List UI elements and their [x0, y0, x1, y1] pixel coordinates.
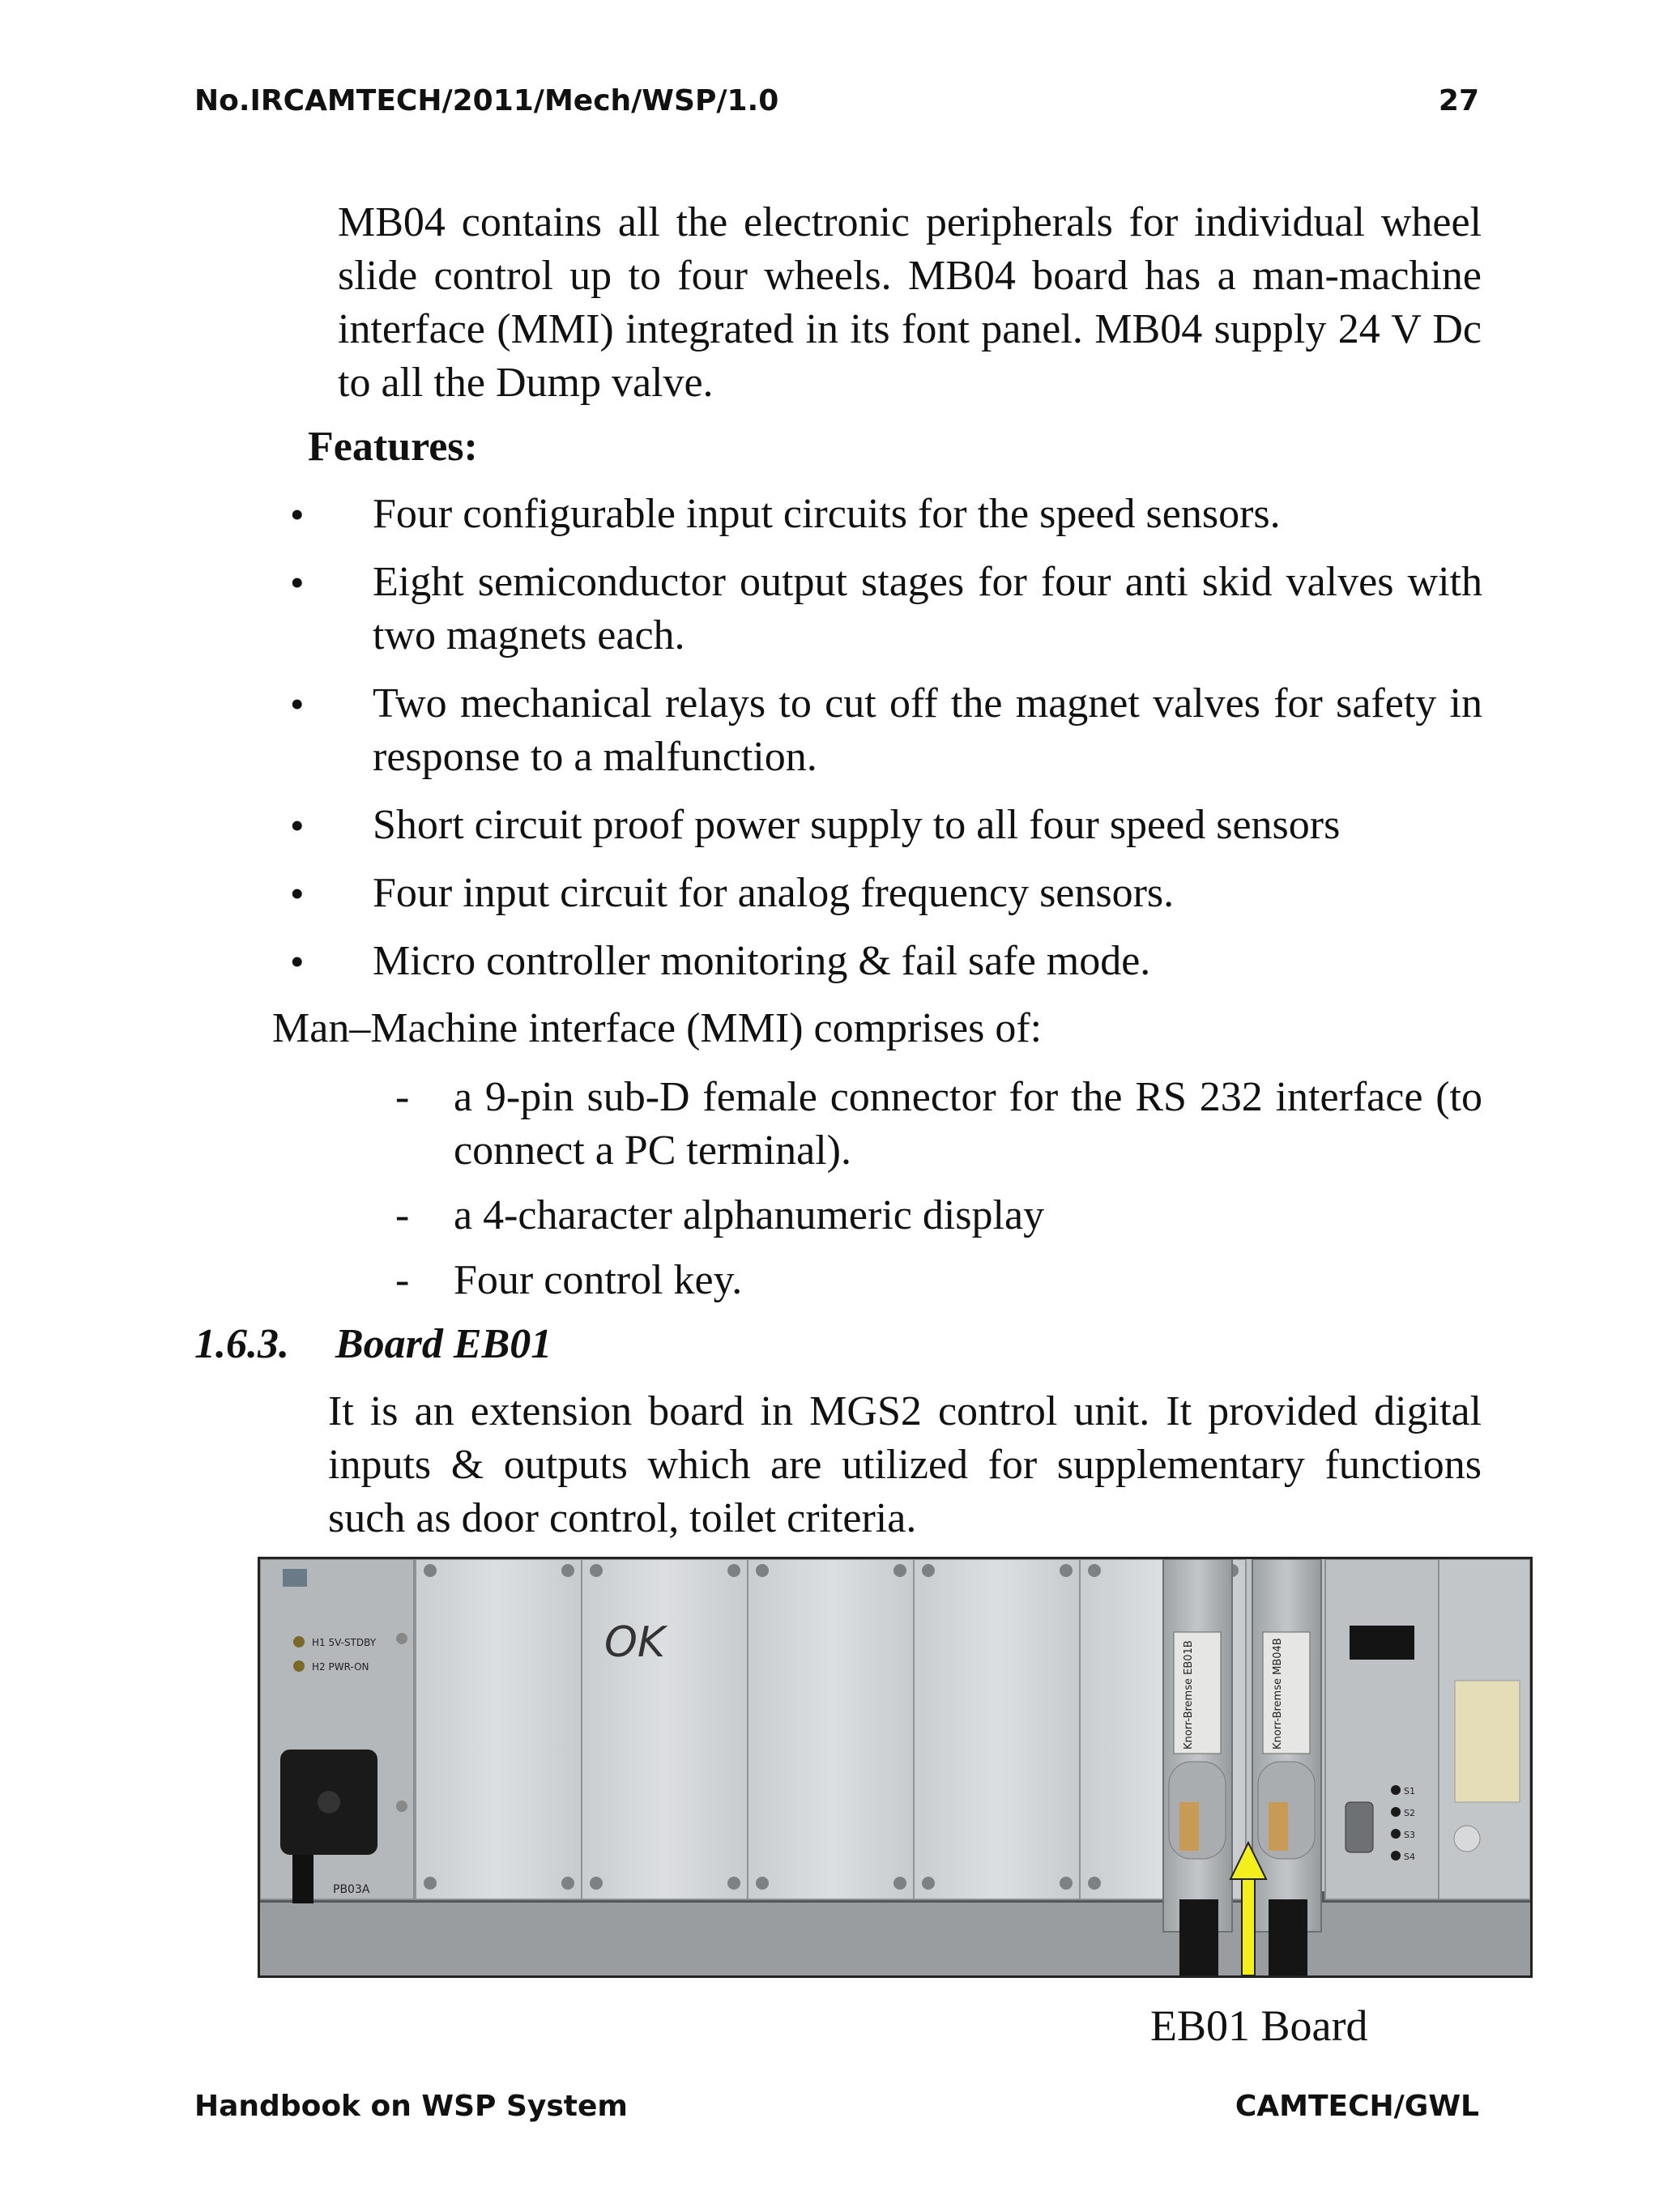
status-label: S1: [1404, 1786, 1415, 1796]
status-label: S2: [1404, 1808, 1415, 1818]
photo-caption: EB01 Board: [1150, 2001, 1368, 2050]
sub-d-connector: [1346, 1802, 1373, 1852]
list-item: - a 4-character alphanumeric display: [389, 1189, 1482, 1242]
list-item: • Two mechanical relays to cut off the magnet valves for safety in response to a malfunction.: [284, 677, 1482, 784]
led-label-h1: H1 5V-STDBY: [312, 1637, 377, 1648]
control-unit-photo: [258, 1557, 1533, 1978]
list-item: - Four control key.: [389, 1254, 1482, 1307]
mmi-list: [389, 1071, 1482, 1319]
blank-panel: [748, 1559, 914, 1899]
sticker: [1455, 1681, 1520, 1802]
status-led-icon: [1391, 1851, 1401, 1860]
list-item: • Four configurable input circuits for the speed sensors.: [284, 488, 1482, 541]
page-number: 27: [1438, 84, 1479, 117]
intro-paragraph: MB04 contains all the electronic peripherals for individual wheel slide control up to four wheels. MB04 board has a man-machine interface (MMI) integrated in its font panel. MB04 supply 24 V Dc to all the Dump valve.: [338, 199, 1482, 406]
mb04-card-label: [1263, 1632, 1310, 1754]
blank-panel: [914, 1559, 1080, 1899]
status-led-icon: [1391, 1829, 1401, 1839]
document-id: No.IRCAMTECH/2011/Mech/WSP/1.0: [194, 84, 779, 117]
eb01-cable: [1179, 1899, 1218, 1975]
handwritten-ok: OK: [604, 1618, 666, 1667]
features-heading: Features:: [308, 424, 478, 470]
blank-panel: [582, 1559, 748, 1899]
status-led-icon: [1391, 1807, 1401, 1817]
alphanumeric-display: [1350, 1626, 1414, 1660]
mb04-cable: [1269, 1899, 1307, 1975]
status-label: S4: [1404, 1852, 1415, 1862]
mb04-card-text: Knorr-Bremse MB04B: [1272, 1638, 1284, 1750]
module-label: PB03A: [333, 1883, 370, 1896]
status-label: S3: [1404, 1830, 1415, 1840]
list-item: • Micro controller monitoring & fail safe mode.: [284, 935, 1482, 988]
footer-right: CAMTECH/GWL: [1235, 2090, 1479, 2123]
mmi-heading: Man–Machine interface (MMI) comprises of:: [272, 1005, 1043, 1051]
list-item: • Four input circuit for analog frequency sensors.: [284, 867, 1482, 920]
led-h1-icon: [293, 1636, 305, 1647]
mmi-panel: [1325, 1559, 1439, 1899]
eb01-card-text: Knorr-Bremse EB01B: [1183, 1640, 1195, 1750]
led-label-h2: H2 PWR-ON: [312, 1661, 369, 1673]
section-paragraph: It is an extension board in MGS2 control unit. It provided digital inputs & outputs which are utilized for supplementary functions such as door control, toilet criteria.: [328, 1388, 1482, 1541]
rack-base: [260, 1891, 1530, 1975]
status-led-icon: [1391, 1785, 1401, 1795]
section-number: 1.6.3.: [194, 1321, 289, 1367]
led-h2-icon: [293, 1660, 305, 1672]
section-title: Board EB01: [335, 1321, 552, 1367]
list-item: • Short circuit proof power supply to all four speed sensors: [284, 799, 1482, 852]
features-list: [284, 488, 1482, 1003]
footer-left: Handbook on WSP System: [194, 2090, 628, 2123]
eb01-card-label: [1174, 1632, 1221, 1754]
list-item: - a 9-pin sub-D female connector for the RS 232 interface (to connect a PC terminal).: [389, 1071, 1482, 1178]
list-item: • Eight semiconductor output stages for four anti skid valves with two magnets each.: [284, 556, 1482, 663]
blank-panel: [416, 1559, 582, 1899]
